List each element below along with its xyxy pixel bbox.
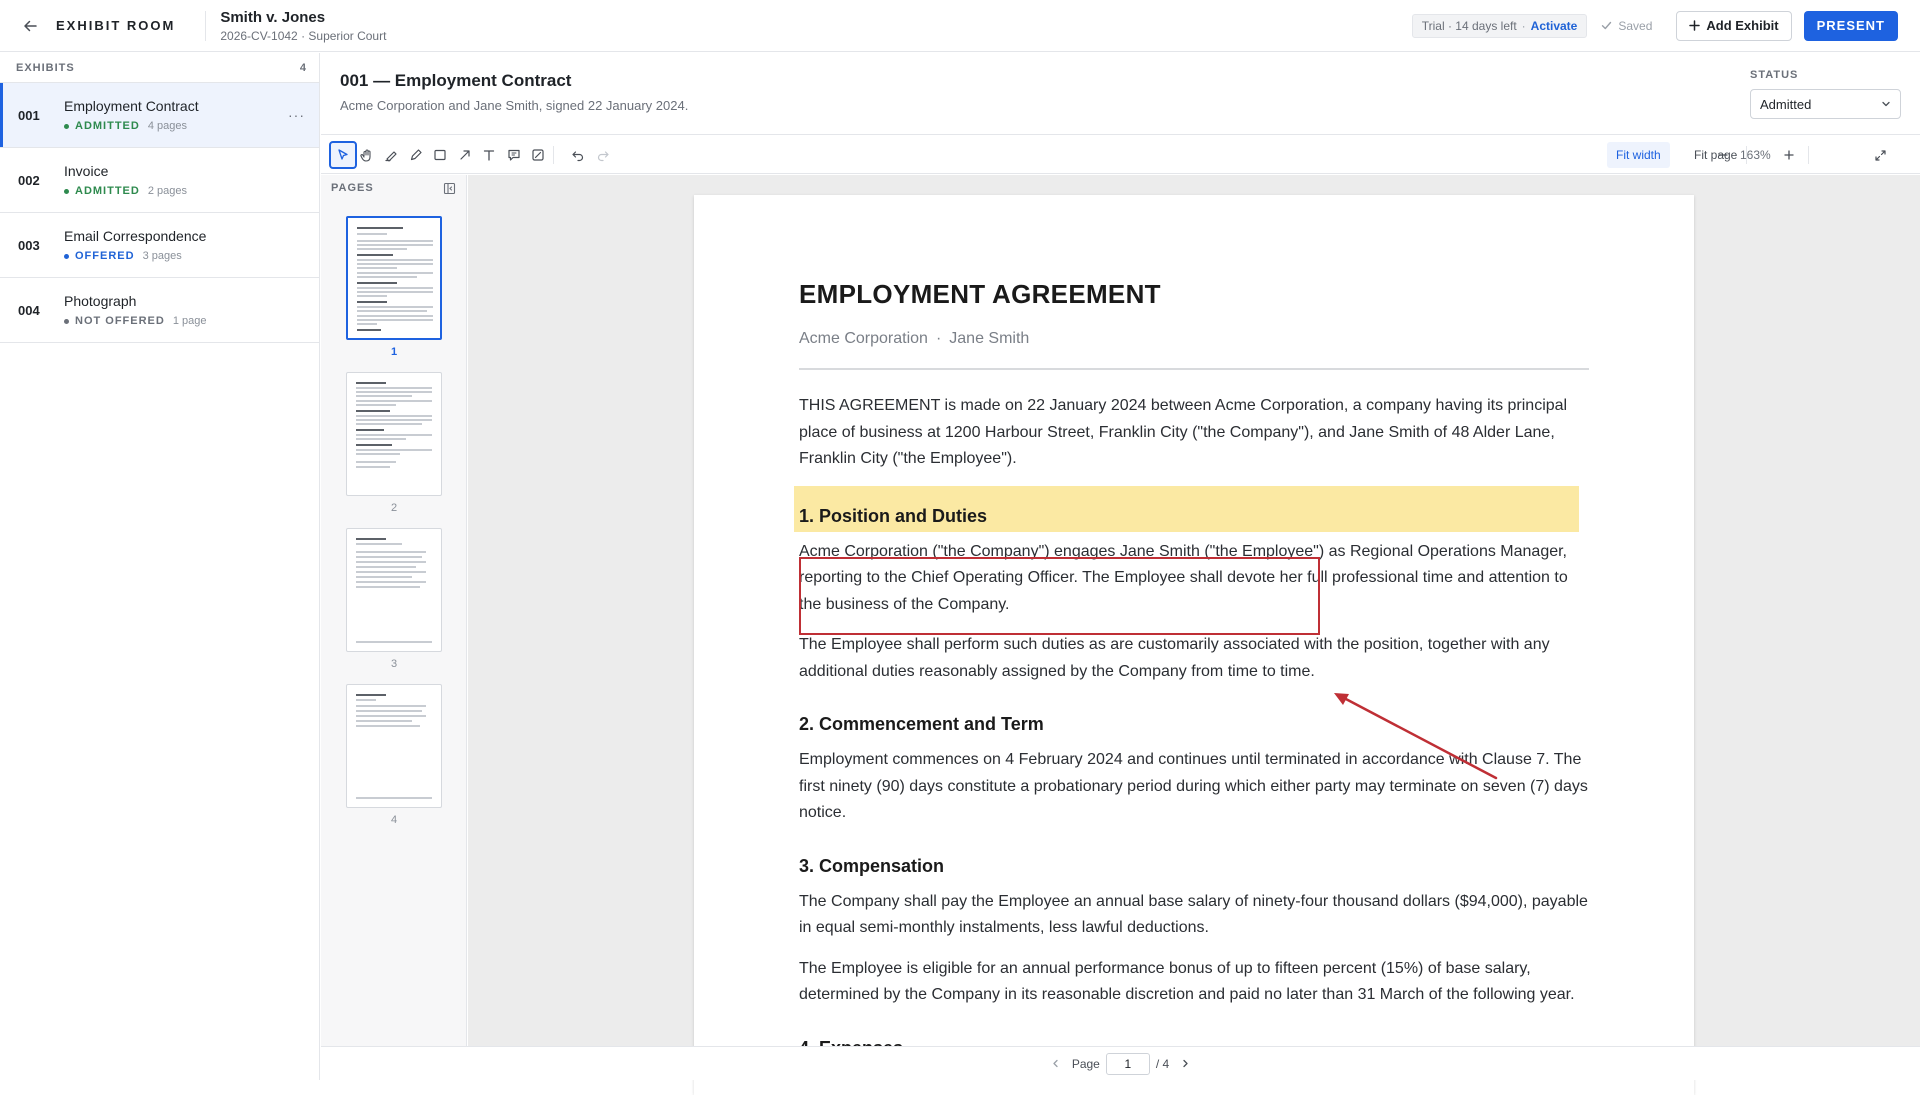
sidebar-toggle-icon[interactable] <box>443 182 456 195</box>
trial-text: Trial · 14 days left <box>1421 18 1517 33</box>
page-number: 1 <box>390 346 398 358</box>
exhibit-item-001[interactable] <box>0 83 319 148</box>
plus-icon <box>1689 20 1700 31</box>
exhibits-header <box>0 53 319 83</box>
fit-page-button[interactable]: Fit page <box>1694 148 1738 162</box>
highlighter-tool-icon[interactable] <box>377 141 405 169</box>
page-navigator <box>321 1046 1920 1080</box>
status-select-value: Admitted <box>1760 96 1812 112</box>
more-options-icon[interactable]: ··· <box>288 107 305 123</box>
status-dot <box>64 189 69 194</box>
arrow-annotation[interactable] <box>694 195 1694 1095</box>
page-number-input[interactable]: 1 <box>1106 1053 1150 1075</box>
page-number: 4 <box>390 814 398 826</box>
intro-paragraph: THIS AGREEMENT is made on 22 January 2024 between Acme Corporation, a company having its principal place of business at 1200 Harbour Street, Franklin City ("the Company"), and Jane Smith of 48 Alder Lane, Franklin City ("the Employee"). <box>799 397 1568 467</box>
back-arrow-icon[interactable] <box>20 16 40 36</box>
app-header <box>0 0 1920 52</box>
app-brand: EXHIBIT ROOM <box>56 18 176 33</box>
exhibit-number: 001 <box>18 107 40 123</box>
case-subtitle: 2026-CV-1042 · Superior Court <box>220 28 387 43</box>
save-status <box>1601 19 1652 33</box>
page-total: / 4 <box>1155 1056 1170 1071</box>
section-paragraph: Employment commences on 4 February 2024 and continues until terminated in accordance with Clause 7. The first ninety (90) days constitute a probationary period during which either party may terminate on seven (7) days notice. <box>799 751 1588 821</box>
page-thumbnail-4[interactable] <box>346 684 442 808</box>
page-number: 3 <box>390 658 398 670</box>
annotation-toolbar <box>321 136 1920 174</box>
page-count: 2 pages <box>147 185 187 197</box>
exhibit-name: Email Correspondence <box>64 228 207 244</box>
exhibit-number: 004 <box>18 302 40 318</box>
page-thumbnail-2[interactable] <box>346 372 442 496</box>
page-number: 2 <box>390 502 398 514</box>
prev-page-icon[interactable] <box>1051 1059 1060 1068</box>
exhibit-item-003[interactable] <box>0 213 319 278</box>
party-a: Acme Corporation <box>799 330 928 347</box>
document-page[interactable] <box>694 195 1694 1095</box>
exhibits-title: EXHIBITS <box>16 61 75 74</box>
trial-badge <box>1412 14 1588 38</box>
page-count: 4 pages <box>147 120 187 132</box>
exhibit-name: Invoice <box>64 163 109 179</box>
exhibit-item-002[interactable] <box>0 148 319 213</box>
exhibit-item-004[interactable] <box>0 278 319 343</box>
status-dot <box>64 319 69 324</box>
section-paragraph: The Employee shall perform such duties as are customarily associated with the position, together with any additional duties reasonably assigned by the Company from time to time. <box>799 636 1550 680</box>
section-heading: 3. Compensation <box>799 855 945 876</box>
page-thumbnail-3[interactable] <box>346 528 442 652</box>
toolbar-divider <box>553 146 554 164</box>
next-page-icon[interactable] <box>1181 1059 1190 1068</box>
check-icon <box>1601 20 1612 31</box>
document-title: EMPLOYMENT AGREEMENT <box>799 279 1161 309</box>
section-paragraph: The Employee is eligible for an annual performance bonus of up to fifteen percent (15%) of base salary, determined by the Company in its reasonable discretion and paid no later than 31 March of the following year. <box>799 959 1575 1003</box>
fullscreen-icon[interactable] <box>1866 141 1894 169</box>
status-dot <box>64 254 69 259</box>
status-badge: OFFERED <box>75 250 135 262</box>
fit-width-button[interactable]: Fit width <box>1607 142 1670 168</box>
chevron-down-icon <box>1881 99 1891 109</box>
page-thumbnail-1[interactable] <box>346 216 442 340</box>
activate-link[interactable]: Activate <box>1530 18 1578 33</box>
exhibit-subtitle: Acme Corporation and Jane Smith, signed 22 January 2024. <box>340 98 689 113</box>
section-heading: 2. Commencement and Term <box>799 714 1044 734</box>
page-count: 3 pages <box>142 250 182 262</box>
section-paragraph: Acme Corporation ("the Company") engages Jane Smith ("the Employee") as Regional Operations Manager, reporting to the Chief Operating Officer. The Employee shall devote her full professional time and attention to the business of the Company. <box>799 542 1568 613</box>
pages-title: PAGES <box>331 182 374 194</box>
undo-icon[interactable] <box>564 141 592 169</box>
status-select[interactable] <box>1750 89 1901 119</box>
status-badge: ADMITTED <box>75 185 140 197</box>
zoom-in-icon[interactable] <box>1775 141 1803 169</box>
add-exhibit-button[interactable] <box>1676 11 1791 41</box>
zoom-out-icon[interactable] <box>1709 141 1737 169</box>
trial-separator: · <box>1521 18 1526 33</box>
pages-rail <box>321 175 467 1046</box>
party-separator: · <box>935 330 942 347</box>
document-canvas[interactable] <box>468 175 1920 1046</box>
exhibit-name: Employment Contract <box>64 98 199 114</box>
case-title: Smith v. Jones <box>220 8 326 26</box>
exhibit-number: 002 <box>18 172 40 188</box>
party-b: Jane Smith <box>949 330 1030 347</box>
case-info <box>220 9 386 43</box>
exhibits-count: 4 <box>299 61 307 74</box>
stamp-tool-icon[interactable] <box>524 141 552 169</box>
exhibit-name: Photograph <box>64 293 137 309</box>
status-dot <box>64 124 69 129</box>
exhibits-sidebar <box>0 53 320 1080</box>
text-tool-icon[interactable] <box>475 141 503 169</box>
saved-label: Saved <box>1618 18 1653 33</box>
exhibit-title: 001 — Employment Contract <box>340 71 572 90</box>
exhibit-number: 003 <box>18 237 40 253</box>
section-paragraph: The Company shall pay the Employee an annual base salary of ninety-four thousand dollars ($94,000), payable in equal semi-monthly instalments, less lawful deductions. <box>799 892 1588 936</box>
page-count: 1 page <box>172 315 207 327</box>
rectangle-tool-icon[interactable] <box>426 141 454 169</box>
status-badge: ADMITTED <box>75 120 140 132</box>
section-heading: 1. Position and Duties <box>799 505 988 526</box>
add-exhibit-label: Add Exhibit <box>1706 18 1779 33</box>
redo-icon[interactable] <box>589 141 617 169</box>
zoom-level: 163% <box>1740 148 1771 162</box>
header-divider <box>205 11 206 41</box>
present-button[interactable]: PRESENT <box>1804 11 1898 41</box>
exhibit-header <box>321 53 1920 135</box>
status-label: STATUS <box>1750 69 1799 81</box>
toolbar-divider <box>1808 146 1809 164</box>
status-badge: NOT OFFERED <box>75 315 165 327</box>
pages-header <box>321 175 466 201</box>
page-label: Page <box>1071 1056 1100 1071</box>
